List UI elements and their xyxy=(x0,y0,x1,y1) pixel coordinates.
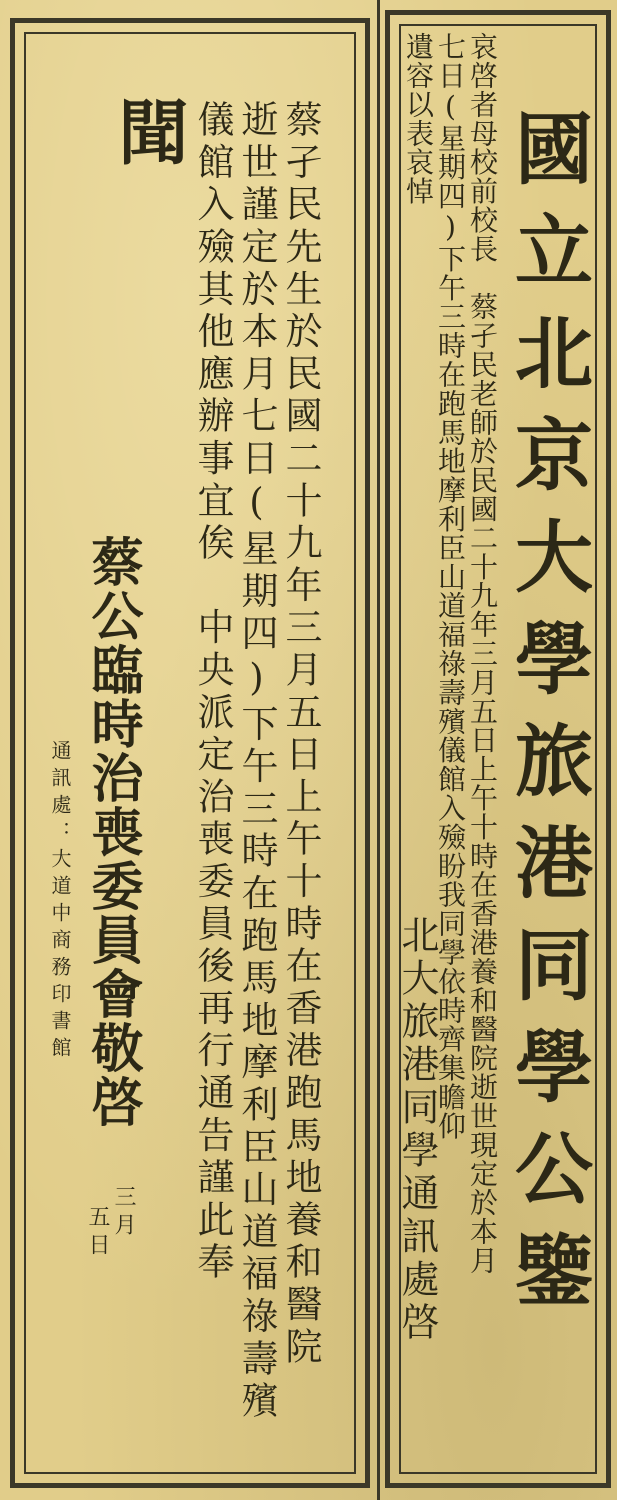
left-notice-signature: 蔡公臨時治喪委員會敬啓 xyxy=(82,535,143,1129)
left-notice-heading: 聞 xyxy=(107,96,190,166)
left-notice-date-month: 三月 xyxy=(111,1185,136,1241)
left-notice-body-line-1: 蔡孑民先生於民國二十九年三月五日上午十時在香港跑馬地養和醫院 xyxy=(279,100,322,1369)
column-divider xyxy=(377,0,380,1500)
left-notice-date-day: 五日 xyxy=(85,1205,110,1261)
right-notice-body-line-1: 哀啓者母校前校長 蔡孑民老師於民國二十九年三月五日上午十時在香港養和醫院逝世現定於本月 xyxy=(466,32,499,1275)
right-notice-title: 國立北京大學旅港同學公鑒 xyxy=(502,108,593,1332)
left-notice-contact: 通訊處：大道中商務印書館 xyxy=(48,740,72,1064)
right-notice-body-line-3: 遺容以表哀悼 xyxy=(402,32,435,206)
right-notice-body-line-2: 七日(星期四)下午三時在跑馬地摩利臣山道福祿壽殯儀館入殮盼我同學依時齊集瞻仰 xyxy=(434,32,467,1141)
left-notice-body-line-3: 儀館入殮其他應辦事宜俟 中央派定治喪委員後再行通告謹此奉 xyxy=(191,100,234,1285)
right-notice-signature: 北大旅港同學通訊處啓 xyxy=(395,915,439,1345)
left-notice-body-line-2: 逝世謹定於本月七日(星期四)下午三時在跑馬地摩利臣山道福祿壽殯 xyxy=(235,100,278,1424)
